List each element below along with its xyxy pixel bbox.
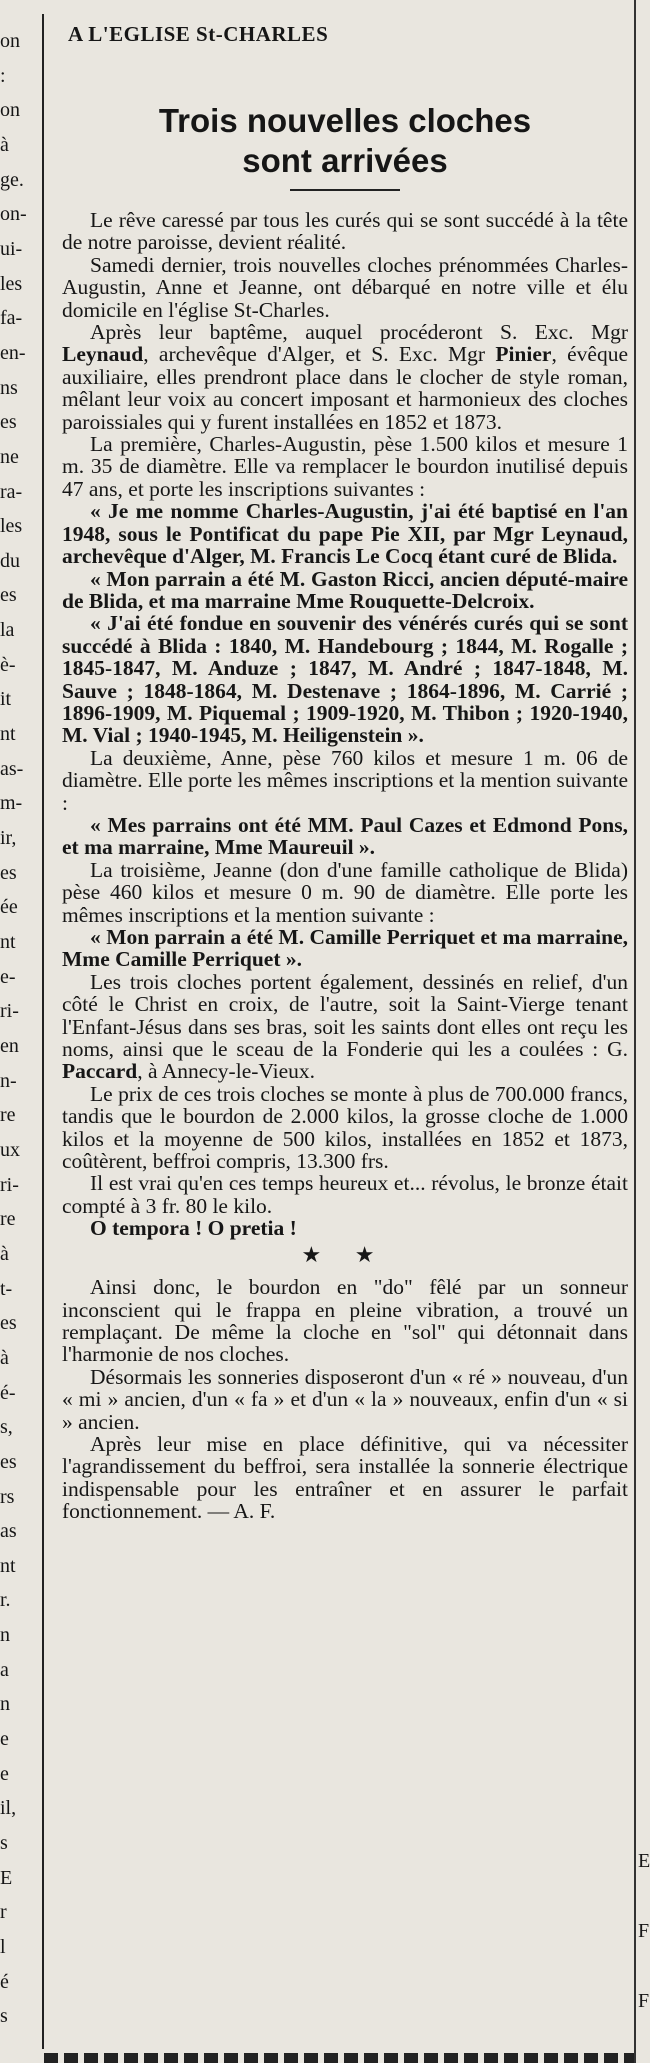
inscription-quote-5: « Mon parrain a été M. Camille Perriquet et ma marraine, Mme Camille Perriquet ». [62, 925, 628, 972]
left-margin-fragment: ri- [0, 1000, 19, 1023]
article-title [62, 101, 628, 181]
left-margin-fragment: n- [0, 1069, 17, 1092]
paragraph-1: Le rêve caressé par tous les curés qui se sont succédé à la tête de notre paroisse, devient réalité. [62, 208, 628, 255]
left-margin-fragment: e [0, 1762, 9, 1785]
left-margin-fragment: E [0, 1866, 13, 1889]
right-margin-fragment: E [638, 1850, 650, 1872]
left-margin-fragment: ri- [0, 1173, 19, 1196]
left-margin-fragment: t- [0, 1277, 13, 1300]
p3-text-c: , archevêque d'Alger, et S. Exc. Mgr [143, 342, 496, 367]
p3-text-a: Après leur baptême, auquel procéderont S. Exc. Mgr [90, 320, 628, 345]
left-margin-fragment: re [0, 1208, 16, 1231]
left-margin-fragment: s, [0, 1416, 13, 1439]
left-margin-fragment: s [0, 1832, 8, 1855]
left-margin-fragment: es [0, 1450, 17, 1473]
left-margin-fragment: ns [0, 376, 18, 399]
left-margin-fragment: ui- [0, 237, 23, 260]
paragraph-6: La troisième, Jeanne (don d'une famille catholique de Blida) pèse 460 kilos et mesure 0 m. 90 de diamètre. Elle porte les mêmes inscriptions et la mention suivante : [62, 857, 628, 927]
name-leynaud: Leynaud [62, 342, 144, 367]
paragraph-3 [62, 321, 628, 433]
left-margin-fragment: ux [0, 1138, 20, 1161]
left-margin-fragment: ir, [0, 827, 17, 850]
column-divider-left [42, 14, 44, 2049]
left-margin-fragment: è- [0, 653, 16, 676]
paragraph-8: Le prix de ces trois cloches se monte à plus de 700.000 francs, tandis que le bourdon de 2.000 kilos, la grosse cloche de 1.000 kilos et la moyenne de 500 kilos, installées en 1852 et 1873, coûtèrent, beffroi compris, 13.300 frs. [62, 1081, 628, 1174]
paragraph-11: Ainsi donc, le bourdon en "do" fêlé par un sonneur inconscient qui le frappa en pleine vibration, a trouvé un remplaçant. De même la cloche en "sol" qui détonnait dans l'harmonie de nos cloches. [62, 1275, 628, 1367]
left-margin-fragment: it [0, 688, 12, 711]
inscription-quote-4: « Mes parrains ont été MM. Paul Cazes et Edmond Pons, et ma marraine, Mme Maureuil ». [62, 812, 628, 860]
left-margin-fragment: nt [0, 1554, 16, 1577]
left-margin-fragment: é- [0, 1381, 16, 1404]
p3-text-e: , évêque auxiliaire, elles prendront place dans le clocher de style roman, mêlant leur voix au concert imposant et harmonieux des cloches paroissiales qui y furent installées en 1852 et 1873. [62, 342, 628, 434]
left-margin-fragment: il, [0, 1797, 17, 1820]
left-margin-fragment: rs [0, 1485, 15, 1508]
title-line-2: sont arrivées [242, 142, 448, 179]
right-margin-fragment: F [638, 1990, 650, 2012]
title-line-1: Trois nouvelles cloches [158, 102, 532, 139]
left-margin-fragment: on [0, 30, 20, 52]
article-body [62, 209, 628, 1523]
column-divider-right [634, 0, 636, 2063]
left-margin-fragment: es [0, 861, 17, 884]
left-margin-fragment: m- [0, 792, 23, 815]
paragraph-2: Samedi dernier, trois nouvelles cloches prénommées Charles-Augustin, Anne et Jeanne, ont débarqué en notre ville et élu domicile en l'église St-Charles. [62, 252, 628, 322]
inscription-quote-2: « Mon parrain a été M. Gaston Ricci, ancien député-maire de Blida, et ma marraine Mme Rouquette-Delcroix. [62, 566, 628, 613]
left-margin-fragment: à [0, 133, 9, 156]
article [62, 0, 628, 1523]
left-margin-fragment: ge. [0, 168, 24, 191]
left-column-fragments [0, 0, 34, 2063]
left-margin-fragment: ée [0, 896, 18, 919]
left-margin-fragment: r [0, 1901, 7, 1924]
paragraph-7 [62, 971, 628, 1083]
left-margin-fragment: en [0, 1035, 19, 1057]
left-margin-fragment: r. [0, 1589, 11, 1612]
left-margin-fragment: on [0, 99, 20, 122]
left-margin-fragment: à [0, 1346, 9, 1369]
left-margin-fragment: es [0, 584, 17, 607]
left-margin-fragment: as [0, 1520, 17, 1543]
paragraph-13: Après leur mise en place définitive, qui va nécessiter l'agrandissement du beffroi, sera installée la sonnerie électrique indispensable pour les entraîner et en assurer le parfait fonctionnement. — A. F. [62, 1431, 628, 1524]
right-column-fragments [638, 0, 650, 2063]
left-margin-fragment: as- [0, 757, 24, 780]
left-margin-fragment: nt [0, 723, 16, 746]
paragraph-12: Désormais les sonneries disposeront d'un « ré » nouveau, d'un « mi » ancien, d'un « fa » et d'un « la » nouveaux, enfin d'un « si » ancien. [62, 1364, 628, 1434]
paragraph-9: Il est vrai qu'en ces temps heureux et... révolus, le bronze était compté à 3 fr. 80 le kilo. [62, 1171, 628, 1218]
left-margin-fragment: du [0, 549, 20, 572]
left-margin-fragment: a [0, 1658, 9, 1681]
inscription-quote-1: « Je me nomme Charles-Augustin, j'ai été baptisé en l'an 1948, sous le Pontificat du pape Pie XII, par Mgr Leynaud, archevêque d'Alger, M. Francis Le Cocq étant curé de Blida. [62, 499, 628, 569]
paragraph-4: La première, Charles-Augustin, pèse 1.500 kilos et mesure 1 m. 35 de diamètre. Elle va remplacer le bourdon inutilisé depuis 47 ans, et porte les inscriptions suivantes : [62, 432, 628, 501]
title-underline [290, 189, 400, 191]
left-margin-fragment: les [0, 272, 23, 295]
name-pinier: Pinier [495, 342, 552, 367]
left-margin-fragment: à [0, 1242, 9, 1265]
left-margin-fragment: es [0, 411, 17, 434]
left-margin-fragment: ra- [0, 480, 23, 503]
p7-text-a: Les trois cloches portent également, dessinés en relief, d'un côté le Christ en croix, de l'autre, soit la Saint-Vierge tenant l'Enfant-Jésus dans ses bras, soit les saints dont elles ont reçu les noms, ainsi que le sceau de la Fonderie qui les a coulées : G. [62, 969, 628, 1062]
right-margin-fragment: F [638, 1920, 650, 1942]
p7-text-c: , à Annecy-le-Vieux. [137, 1059, 316, 1084]
section-heading: A L'EGLISE St-CHARLES [68, 22, 329, 46]
next-article-heading-strip [44, 2053, 634, 2063]
name-paccard: Paccard [62, 1059, 138, 1084]
left-margin-fragment: es [0, 1312, 17, 1335]
left-margin-fragment: les [0, 515, 23, 538]
left-margin-fragment: re [0, 1104, 16, 1127]
left-margin-fragment: en- [0, 341, 26, 364]
left-margin-fragment: la [0, 619, 15, 642]
star-separator: ★ ★ [301, 1241, 389, 1267]
left-margin-fragment: e- [0, 965, 16, 988]
inscription-quote-3: « J'ai été fondue en souvenir des vénérés curés qui se sont succédé à Blida : 1840, M. Handebourg ; 1844, M. Rogalle ; 1845-1847, M. Anduze ; 1847, M. André ; 1847-1848, M. Sauve ; 1848-1864, M. Destenave ; 1864-1896, M. Carrié ; 1896-1909, M. Piquemal ; 1909-1920, M. Thibon ; 1920-1940, M. Vial ; 1940-1945, M. Heiligenstein ». [62, 611, 628, 748]
paragraph-5: La deuxième, Anne, pèse 760 kilos et mesure 1 m. 06 de diamètre. Elle porte les mêmes inscriptions et la mention suivante : [62, 745, 629, 815]
left-margin-fragment: l [0, 1936, 6, 1959]
left-margin-fragment: nt [0, 931, 16, 954]
left-margin-fragment: e [0, 1728, 9, 1751]
left-margin-fragment: ne [0, 445, 19, 468]
left-margin-fragment: é [0, 1970, 9, 1993]
left-margin-fragment: : [0, 64, 6, 87]
left-margin-fragment: s [0, 2005, 8, 2028]
left-margin-fragment: fa- [0, 307, 23, 330]
left-margin-fragment: n [0, 1624, 10, 1647]
left-margin-fragment: n [0, 1693, 10, 1716]
left-margin-fragment: on- [0, 203, 27, 226]
exclamation-line: O tempora ! O pretia ! [90, 1216, 297, 1241]
